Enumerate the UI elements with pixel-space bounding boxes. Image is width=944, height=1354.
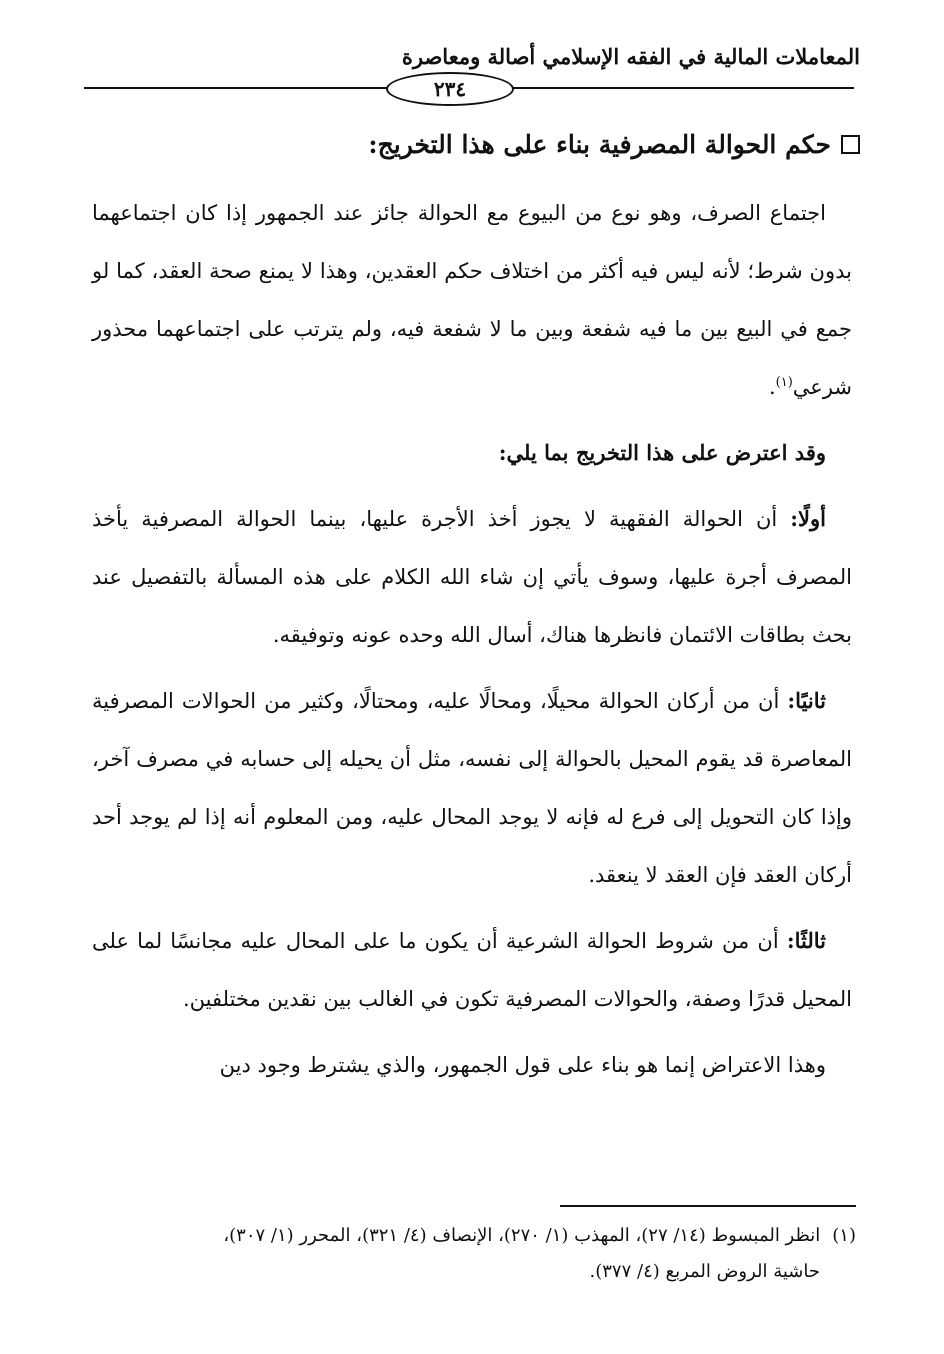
page-number: ٢٣٤ <box>386 72 514 106</box>
footnote-text: انظر المبسوط (١٤/ ٢٧)، المهذب (١/ ٢٧٠)، الإنصاف (٤/ ٣٢١)، المحرر (١/ ٣٠٧)، <box>223 1225 821 1246</box>
footnote-marker[interactable]: (١) <box>775 375 793 390</box>
square-bullet-icon <box>841 135 860 154</box>
point-lead: أولًا: <box>790 506 826 531</box>
objection-intro: وقد اعترض على هذا التخريج بما يلي: <box>498 440 826 465</box>
intro-end: . <box>768 375 776 399</box>
section-heading-text: حكم الحوالة المصرفية بناء على هذا التخريج: <box>368 130 831 159</box>
footnote-line-continued: حاشية الروض المربع (٤/ ٣٧٧). <box>589 1261 820 1282</box>
section-heading <box>100 130 860 159</box>
footnote-line <box>86 1218 856 1254</box>
point-lead: ثانيًا: <box>787 688 826 713</box>
point-first <box>92 490 852 664</box>
body-text <box>92 184 852 1094</box>
footnote-number: (١) <box>832 1225 856 1246</box>
footnotes <box>86 1218 856 1290</box>
point-lead: ثالثًا: <box>786 928 826 953</box>
point-text: أن من شروط الحوالة الشرعية أن يكون ما على المحال عليه مجانسًا لما على المحيل قدرًا وصفة، والحوالات المصرفية تكون في الغالب بين نقدين مختلفين. <box>92 929 852 1011</box>
intro-text: اجتماع الصرف، وهو نوع من البيوع مع الحوالة جائز عند الجمهور إذا كان اجتماعهما بدون شرط؛ لأنه ليس فيه أكثر من اختلاف حكم العقدين، وهذا لا يمنع صحة العقد، كما لو جمع في البيع بين ما فيه شفعة وبين ما لا شفعة فيه، ولم يترتب على اجتماعهما محذور شرعي <box>92 201 852 399</box>
point-third <box>92 912 852 1028</box>
point-text: أن من أركان الحوالة محيلًا، ومحالًا عليه، ومحتالًا، وكثير من الحوالات المصرفية المعاصرة قد يقوم المحيل بالحوالة إلى نفسه، مثل أن يحيله إلى حسابه في مصرف آخر، وإذا كان التحويل إلى فرع له فإنه لا يوجد المحال عليه، ومن المعلوم أنه إذا لم يوجد أحد أركان العقد فإن العقد لا ينعقد. <box>92 689 852 887</box>
point-text: أن الحوالة الفقهية لا يجوز أخذ الأجرة عليها، بينما الحوالة المصرفية يأخذ المصرف أجرة عليها، وسوف يأتي إن شاء الله الكلام على هذه المسألة بالتفصيل عند بحث بطاقات الائتمان فانظرها هناك، أسال الله وحده عونه وتوفيقه. <box>92 507 852 647</box>
running-title: المعاملات المالية في الفقه الإسلامي أصالة ومعاصرة <box>401 44 860 69</box>
closing-paragraph: وهذا الاعتراض إنما هو بناء على قول الجمهور، والذي يشترط وجود دين <box>219 1053 826 1077</box>
footnote-rule <box>560 1205 856 1207</box>
intro-paragraph <box>92 184 852 416</box>
point-second <box>92 672 852 904</box>
